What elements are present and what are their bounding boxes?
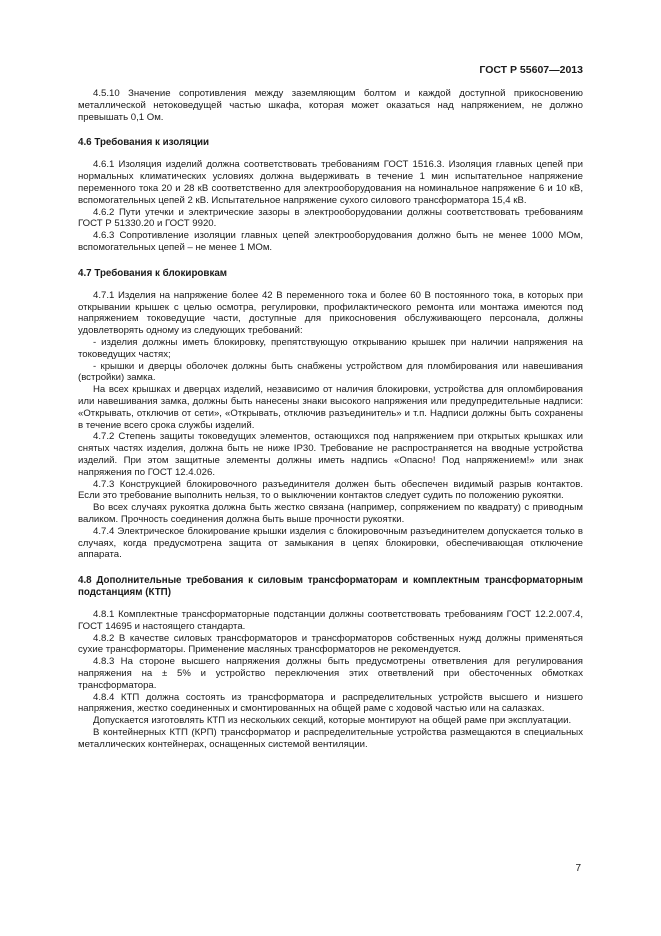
paragraph-4-8-4: 4.8.4 КТП должна состоять из трансформатора и распределительных устройств высшего и низшего напряжения, жестко соединенных и смонтированных на общей раме с ходовой частью или на салазках. <box>78 691 583 715</box>
paragraph-4-7-1-note: На всех крышках и дверцах изделий, независимо от наличия блокировки, устройства для опломбирования или навешивания замка, должны быть нанесены знаки высокого напряжения или предупредительные надписи: «Открывать, отключив от сети», «Открывать, отключив разъединитель» и т.п. Надписи должны быть сохранены в течение всего срока службы изделий. <box>78 384 583 431</box>
paragraph-4-7-1-item-a: - изделия должны иметь блокировку, препятствующую открыванию крышек при наличии напряжения на токоведущих частях; <box>78 336 583 360</box>
section-heading-4-7: 4.7 Требования к блокировкам <box>78 267 228 279</box>
paragraph-4-7-3: 4.7.3 Конструкцией блокировочного разъединителя должен быть обеспечен видимый разрыв контактов. Если это требование выполнить нельзя, то о выключении контактов следует судить по положению рукоятки. <box>78 478 583 502</box>
paragraph-4-7-1: 4.7.1 Изделия на напряжение более 42 В переменного тока и более 60 В постоянного тока, в которых при открывании крышек с целью осмотра, регулировки, профилактического ремонта или монтажа имеются под напряжением токоведущие части, доступные для прикосновения обслуживающего персонала, должны удовлетворять одному из следующих требований: <box>78 289 583 337</box>
paragraph-4-8-3: 4.8.3 На стороне высшего напряжения должны быть предусмотрены ответвления для регулирования напряжения на ± 5% и устройство переключения этих ответвлений при обесточенных обмотках трансформатора. <box>78 656 583 691</box>
paragraph-4-8-4-cont: Допускается изготовлять КТП из нескольких секций, которые монтируют на общей раме при эксплуатации. <box>93 715 572 727</box>
document-body <box>78 88 583 751</box>
paragraph-4-5-10: 4.5.10 Значение сопротивления между заземляющим болтом и каждой доступной прикосновению металлической нетоковедущей частью шкафа, которая может оказаться над напряжением, не должно превышать 0,1 Ом. <box>78 88 583 123</box>
paragraph-4-6-1: 4.6.1 Изоляция изделий должна соответствовать требованиям ГОСТ 1516.3. Изоляция главных цепей при нормальных климатических условиях должна выдерживать в течение 1 мин испытательное напряжение переменного тока 20 и 28 кВ соответственно для электрооборудования на номинальное напряжение 6 и 10 кВ, вспомогательных цепей 2 кВ. Испытательное напряжение сухого силового трансформатора 15,4 кВ. <box>78 159 583 206</box>
paragraph-4-6-2: 4.6.2 Пути утечки и электрические зазоры в электрооборудовании должны соответствовать требованиям ГОСТ Р 51330.20 и ГОСТ 9920. <box>78 206 583 230</box>
paragraph-4-7-3-cont: Во всех случаях рукоятка должна быть жестко связана (например, сопряжением по квадрату) с приводным валиком. Прочность соединения должна быть выше прочности рукоятки. <box>78 502 583 525</box>
section-heading-4-8: 4.8 Дополнительные требования к силовым трансформаторам и комплектным трансформаторным подстанциям (КТП) <box>78 575 583 599</box>
paragraph-4-6-3: 4.6.3 Сопротивление изоляции главных цепей электрооборудования должно быть не менее 1000 МОм, вспомогательных цепей – не менее 1 МОм. <box>78 230 583 253</box>
paragraph-4-7-4: 4.7.4 Электрическое блокирование крышки изделия с блокировочным разъединителем допускается только в случаях, когда предусмотрена защита от замыкания в цепях блокировки, обеспечивающая отключение аппарата. <box>78 525 583 561</box>
standard-code: ГОСТ Р 55607—2013 <box>479 64 583 76</box>
paragraph-4-8-4-containers: В контейнерных КТП (КРП) трансформатор и распределительные устройства размещаются в специальных металлических контейнерах, оснащенных системой вентиляции. <box>78 727 583 750</box>
paragraph-4-8-2: 4.8.2 В качестве силовых трансформаторов и трансформаторов собственных нужд должны применяться сухие трансформаторы. Применение масляных трансформаторов не рекомендуется. <box>78 632 583 656</box>
paragraph-4-7-1-item-b: - крышки и дверцы оболочек должны быть снабжены устройством для пломбирования или навешивания (встройки) замка. <box>78 360 583 384</box>
section-heading-4-6: 4.6 Требования к изоляции <box>78 137 210 149</box>
paragraph-4-8-1: 4.8.1 Комплектные трансформаторные подстанции должны соответствовать требованиям ГОСТ 12.2.007.4, ГОСТ 14695 и настоящего стандарта. <box>78 609 583 632</box>
paragraph-4-7-2: 4.7.2 Степень защиты токоведущих элементов, остающихся под напряжением при открытых крышках или снятых частях изделия, должна быть не ниже IP30. Требование не распространяется на вводные устройства изделий. При этом защитные элементы должны иметь надпись «Опасно! Под напряжением!» или знак напряжения по ГОСТ 12.4.026. <box>78 431 583 478</box>
page-number: 7 <box>575 863 581 874</box>
